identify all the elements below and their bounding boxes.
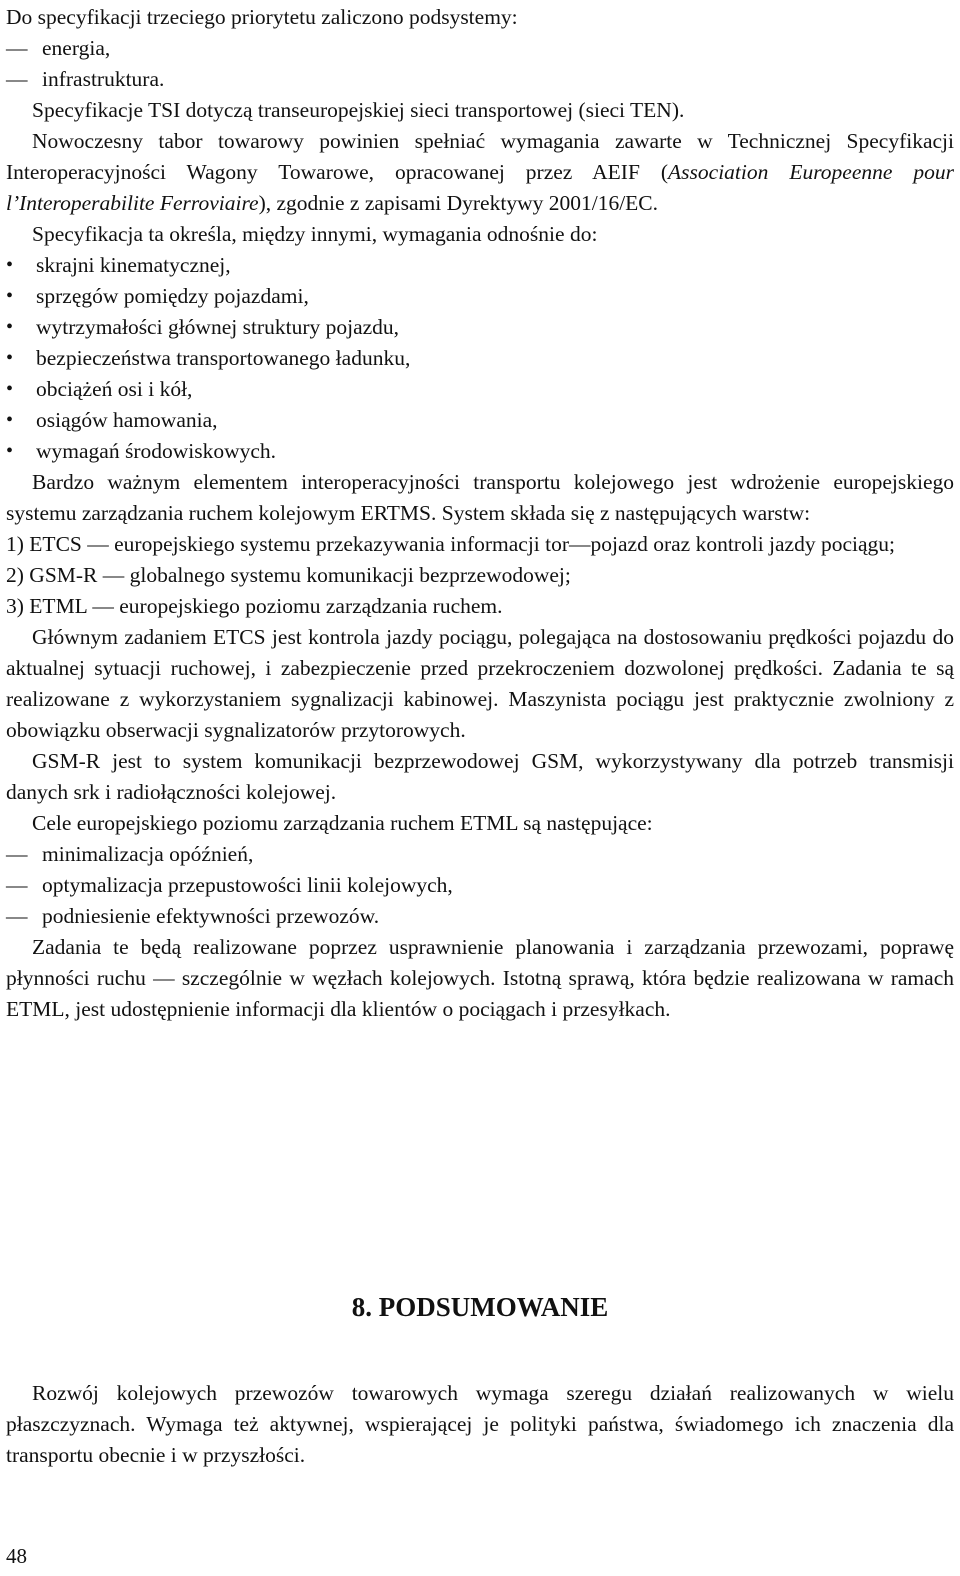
list-item: [6, 33, 954, 64]
bullet-marker: •: [6, 316, 14, 338]
list-item-text: bezpieczeństwa transportowanego ładunku,: [36, 346, 411, 370]
list-item: [6, 591, 954, 622]
list-item-text: wymagań środowiskowych.: [36, 439, 277, 463]
list-item-text: optymalizacja przepustowości linii kolejowych,: [42, 873, 453, 897]
bullet-marker: •: [6, 285, 14, 307]
text-run: ), zgodnie z zapisami Dyrektywy 2001/16/EC.: [258, 191, 659, 215]
section-heading: 8. PODSUMOWANIE: [351, 1292, 609, 1322]
list-item-text: obciążeń osi i kół,: [36, 377, 193, 401]
list-item-text: osiągów hamowania,: [36, 408, 218, 432]
bullet-marker: •: [6, 378, 14, 400]
list-item: [6, 281, 954, 312]
numbered-list-layers: [6, 529, 954, 622]
list-item-text: energia,: [42, 36, 111, 60]
text-run: Nowoczesny tabor towarowy powinien spełniać wymagania zawarte w Technicznej Specyfikacji Interoperacyjności Wagony Towarowe, opracowanej przez AEIF (: [6, 129, 954, 184]
main-text: [6, 2, 954, 1025]
paragraph-ertms: Bardzo ważnym elementem interoperacyjności transportu kolejowego jest wdrożenie europejskiego systemu zarządzania ruchem kolejowym ERTMS. System składa się z następujących warstw:: [6, 470, 954, 525]
list-item-text: infrastruktura.: [42, 67, 165, 91]
list-item-text: sprzęgów pomiędzy pojazdami,: [36, 284, 309, 308]
list-item: [6, 529, 954, 560]
paragraph-specification: Specyfikacja ta określa, między innymi, wymagania odnośnie do:: [32, 222, 598, 246]
dash-marker: —: [6, 36, 28, 60]
list-item: [6, 374, 954, 405]
bullet-marker: •: [6, 409, 14, 431]
paragraph-etml-goals: Cele europejskiego poziomu zarządzania ruchem ETML są następujące:: [32, 811, 653, 835]
list-item: [6, 312, 954, 343]
dash-list-goals: [6, 839, 954, 932]
page-number: 48: [6, 1544, 27, 1568]
bullet-marker: •: [6, 254, 14, 276]
paragraph-modern-stock: [6, 126, 954, 219]
dash-list-subsystems: [6, 33, 954, 95]
list-item-text: ETCS — europejskiego systemu przekazywania informacji tor—pojazd oraz kontroli jazdy pociągu;: [29, 532, 896, 556]
list-item: [6, 436, 954, 467]
list-item: [6, 560, 954, 591]
paragraph-tsi: Specyfikacje TSI dotyczą transeuropejskiej sieci transportowej (sieci TEN).: [32, 98, 685, 122]
paragraph-priority-intro: Do specyfikacji trzeciego priorytetu zaliczono podsystemy:: [6, 5, 518, 29]
paragraph-etcs: Głównym zadaniem ETCS jest kontrola jazdy pociągu, polegająca na dostosowaniu prędkości pojazdu do aktualnej sytuacji ruchowej, i zabezpieczenie przed przekroczeniem dozwolonej prędkości. Zadania te są realizowane z wykorzystaniem sygnalizacji kabinowej. Maszynista pociągu jest praktycznie zwolniony z obowiązku obserwacji sygnalizatorów przytorowych.: [6, 625, 954, 742]
list-item: [6, 405, 954, 436]
list-item: [6, 343, 954, 374]
list-number: 1): [6, 532, 24, 556]
list-item: [6, 250, 954, 281]
dash-marker: —: [6, 904, 28, 928]
list-item: [6, 64, 954, 95]
paragraph-gsmr: GSM-R jest to system komunikacji bezprzewodowej GSM, wykorzystywany dla potrzeb transmisji danych srk i radiołączności kolejowej.: [6, 749, 954, 804]
italic-association-name: Association Europeenne pour l’Interoperabilite Ferroviaire: [6, 160, 954, 215]
dash-marker: —: [6, 67, 28, 91]
list-item-text: ETML — europejskiego poziomu zarządzania ruchem.: [29, 594, 503, 618]
paragraph-tasks: Zadania te będą realizowane poprzez usprawnienie planowania i zarządzania przewozami, poprawę płynności ruchu — szczególnie w węzłach kolejowych. Istotną sprawą, która będzie realizowana w ramach ETML, jest udostępnienie informacji dla klientów o pociągach i przesyłkach.: [6, 935, 954, 1021]
list-number: 2): [6, 563, 24, 587]
dash-marker: —: [6, 873, 28, 897]
list-item-text: skrajni kinematycznej,: [36, 253, 231, 277]
bullet-marker: •: [6, 347, 14, 369]
paragraph-summary: Rozwój kolejowych przewozów towarowych wymaga szeregu działań realizowanych w wielu płaszczyznach. Wymaga też aktywnej, wspierającej je polityki państwa, świadomego ich znaczenia dla transportu obecnie i w przyszłości.: [6, 1381, 954, 1467]
list-item: [6, 839, 954, 870]
bullet-marker: •: [6, 440, 14, 462]
list-item-text: minimalizacja opóźnień,: [42, 842, 254, 866]
list-item-text: wytrzymałości głównej struktury pojazdu,: [36, 315, 400, 339]
list-item: [6, 901, 954, 932]
list-item-text: GSM-R — globalnego systemu komunikacji bezprzewodowej;: [29, 563, 571, 587]
list-number: 3): [6, 594, 24, 618]
dash-marker: —: [6, 842, 28, 866]
list-item-text: podniesienie efektywności przewozów.: [42, 904, 380, 928]
list-item: [6, 870, 954, 901]
bullet-list-requirements: [6, 250, 954, 467]
